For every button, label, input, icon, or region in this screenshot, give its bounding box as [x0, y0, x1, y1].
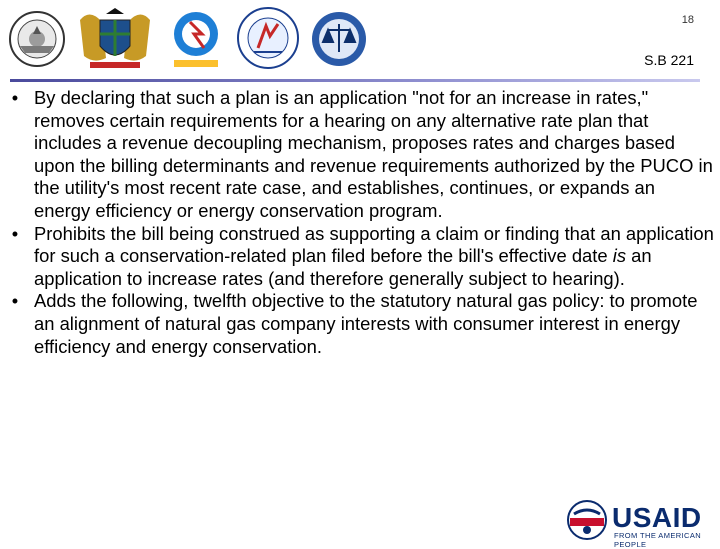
bullet-text: By declaring that such a plan is an application "not for an increase in rates," removes certain requirements for a hearing on any alternative rate plan that includes a revenue decoupling mechanism, proposes rates and charges based upon the billing determinants and revenue requirements authorized by the PUCO in the utility's most recent rate case, and establishes, continues, or expands an energy efficiency or energy conservation program. [34, 87, 713, 221]
header-logo-row [0, 0, 720, 80]
bullet-item [6, 87, 716, 223]
bullet-list [6, 87, 716, 358]
usaid-brand: USAID [612, 502, 702, 533]
bullet-text: Prohibits the bill being construed as supporting a claim or finding that an application for such a conservation-related plan filed before the bill's effective date [34, 222, 714, 267]
bullet-emphasis: is [612, 245, 627, 267]
bullet-marker: • [11, 290, 19, 312]
bullet-item [6, 223, 716, 291]
justice-scales-logo [310, 6, 368, 72]
bill-id: S.B 221 [644, 52, 694, 68]
bullet-item [6, 290, 716, 358]
bullet-text-after: an application to increase rates (and therefore generally subject to hearing). [34, 245, 652, 289]
bullet-marker: • [11, 87, 19, 108]
public-utilities-regulatory-commission-logo [234, 6, 302, 72]
bullet-marker: • [11, 222, 19, 244]
energy-commission-logo [164, 6, 228, 72]
page-number: 18 [681, 14, 694, 26]
header-divider [10, 79, 700, 82]
puco-seal-logo [8, 6, 66, 72]
usaid-tagline: FROM THE AMERICAN PEOPLE [614, 531, 702, 549]
ghana-coat-of-arms-logo [72, 6, 158, 72]
bullet-text: Adds the following, twelfth objective to the statutory natural gas policy: to promote an alignment of natural gas company interests with consumer interest in energy efficiency and energy conservation. [34, 290, 698, 357]
usaid-seal-logo [566, 500, 608, 540]
